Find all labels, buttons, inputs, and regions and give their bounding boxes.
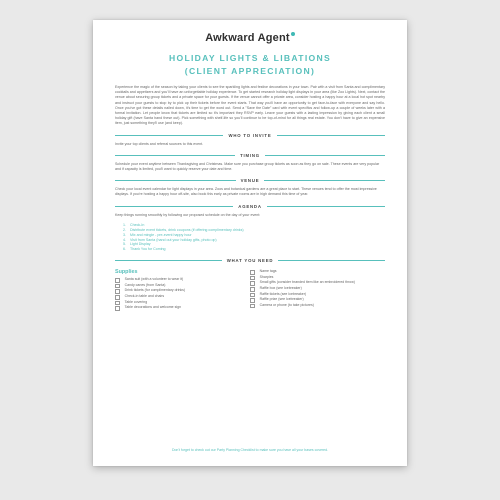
- needs-columns: [115, 269, 385, 311]
- agenda-item-label: Distribute event tickets, drink coupons (if offering complimentary drinks): [130, 227, 244, 232]
- checklist-item: [115, 305, 250, 311]
- section-heading-needs: [115, 257, 385, 264]
- needs-right-column: [250, 269, 385, 311]
- supplies-title: Supplies: [115, 269, 138, 276]
- logo-mark-icon: [291, 32, 295, 36]
- logo-text: Awkward Agent: [205, 32, 290, 44]
- agenda-list: [123, 223, 385, 252]
- checklist-item: [250, 303, 385, 309]
- agenda-item-label: Thank You for Coming: [130, 247, 166, 252]
- checkbox-icon[interactable]: [250, 287, 255, 292]
- timing-text: Schedule your event anytime between Thanksgiving and Christmas. Make sure you purchase group tickets as soon as they go on sale. These events are very popular and if capacity is limited, you'll want to quickly reserve your date and time.: [115, 161, 380, 172]
- checkbox-icon[interactable]: [115, 289, 120, 294]
- agenda-item-label: Light Display: [130, 242, 151, 247]
- checklist-label: Raffle box (see Icebreaker): [259, 286, 302, 291]
- title-line-2: (CLIENT APPRECIATION): [184, 66, 316, 76]
- heading-rule-left: [115, 155, 235, 156]
- checkbox-icon[interactable]: [115, 295, 120, 300]
- heading-label: WHAT YOU NEED: [226, 258, 274, 264]
- heading-rule-right: [265, 155, 385, 156]
- checkbox-icon[interactable]: [250, 304, 255, 309]
- heading-rule-right: [267, 206, 385, 207]
- heading-label: WHO TO INVITE: [228, 132, 272, 138]
- document-page: [93, 20, 407, 466]
- checkbox-icon[interactable]: [250, 298, 255, 303]
- checkbox-icon[interactable]: [250, 270, 255, 275]
- checkbox-icon[interactable]: [250, 276, 255, 281]
- checklist-label: Drink tickets (for complimentary drinks): [124, 288, 186, 293]
- checkbox-icon[interactable]: [250, 281, 255, 286]
- venue-text: Check your local event calendar for light displays in your area. Zoos and botanical gardens are a great place to start. These venues tend to offer the most impressive displays. If you're hosting a happy hour off-site, also book this early as private rooms are in high demand this time of year.: [115, 187, 377, 197]
- checklist-label: Candy canes (from Santa): [124, 282, 166, 287]
- section-heading-who: [115, 132, 385, 139]
- section-heading-timing: [115, 152, 385, 159]
- intro-paragraph: Experience the magic of the season by taking your clients to see the sparkling lights and festive decorations in your town. Pair with a visit from Santa and complimentary cocktails and appetizers and you'll have an unforgettable holiday experience. To get started research holiday light displays in your area (like Zoo Lights). Next, contact the venue about securing group tickets and a private space for your guests. If the venue cannot offer a private area, consider hosting a happy hour at a local hot spot nearby and instruct your guests to stop by to pick up their tickets before the event starts. That way you'll have an opportunity to get face-to-face with everyone and say hello. Once you've got these details nailed down, it's time to get the word out. Send a "Save the Date" card with event specifics and follow-up a couple of weeks later with a formal invitation. Let people know that tickets are limited so it's important they RSVP early. Leave your guests with a lasting impression by giving each client a small holiday gift (have Santa hand these out). Pick something with shelf-life so you'll continue to be top-of-mind for all things real estate. You don't have to give an expensive item, just something they'll use (and keep).: [115, 85, 385, 126]
- agenda-item: [123, 247, 385, 252]
- page-title: [115, 52, 385, 78]
- brand-logo: [115, 32, 385, 44]
- needs-left-column: [115, 269, 250, 311]
- checklist-label: Table covering: [124, 299, 148, 304]
- checklist-label: Table decorations and welcome sign: [124, 305, 182, 310]
- checklist-label: Small gifts (consider branded item like an embroidered throw): [259, 280, 355, 285]
- heading-label: VENUE: [240, 178, 260, 184]
- agenda-item-label: Visit from Santa (hand out your holiday gifts, photo op): [130, 237, 217, 242]
- heading-rule-right: [264, 180, 385, 181]
- checkbox-icon[interactable]: [115, 301, 120, 306]
- agenda-item-label: Mix and mingle - pre-event happy hour: [130, 232, 192, 237]
- title-line-1: HOLIDAY LIGHTS & LIBATIONS: [168, 53, 332, 63]
- heading-rule-left: [115, 206, 233, 207]
- footer-note: Don't forget to check out our Party Planning Checklist to make sure you have all your bases covered.: [171, 448, 329, 452]
- heading-rule-left: [115, 180, 236, 181]
- checkbox-icon[interactable]: [115, 284, 120, 289]
- section-heading-agenda: [115, 203, 385, 210]
- agenda-item-number: 6.: [123, 247, 126, 252]
- agenda-text: Keep things running smoothly by following our proposed schedule on the day of your event:: [115, 212, 261, 217]
- checklist-label: Sharpies: [259, 274, 274, 279]
- checklist-label: Name tags: [259, 269, 277, 274]
- heading-rule-left: [115, 260, 222, 261]
- heading-label: TIMING: [240, 152, 260, 158]
- heading-label: AGENDA: [238, 203, 262, 209]
- agenda-item-number: 1.: [123, 222, 126, 227]
- who-text: Invite your top clients and referral sources to this event.: [115, 141, 204, 146]
- checklist-label: Raffle tickets (see Icebreaker): [259, 291, 307, 296]
- heading-rule-right: [278, 260, 385, 261]
- checkbox-icon[interactable]: [115, 278, 120, 283]
- checkbox-icon[interactable]: [115, 306, 120, 311]
- section-heading-venue: [115, 177, 385, 184]
- agenda-item-number: 3.: [123, 232, 126, 237]
- heading-rule-left: [115, 135, 223, 136]
- checklist-label: Camera or phone (to take pictures): [259, 302, 314, 307]
- checklist-label: Check-in table and chairs: [124, 294, 165, 299]
- agenda-item-number: 4.: [123, 237, 126, 242]
- checkbox-icon[interactable]: [250, 293, 255, 298]
- agenda-item-number: 2.: [123, 227, 126, 232]
- agenda-item-label: Check-In: [130, 222, 145, 227]
- agenda-item-number: 5.: [123, 242, 126, 247]
- checklist-label: Santa suit (with a volunteer to wear it): [124, 277, 184, 282]
- heading-rule-right: [277, 135, 385, 136]
- checklist-label: Raffle prize (see Icebreaker): [259, 297, 304, 302]
